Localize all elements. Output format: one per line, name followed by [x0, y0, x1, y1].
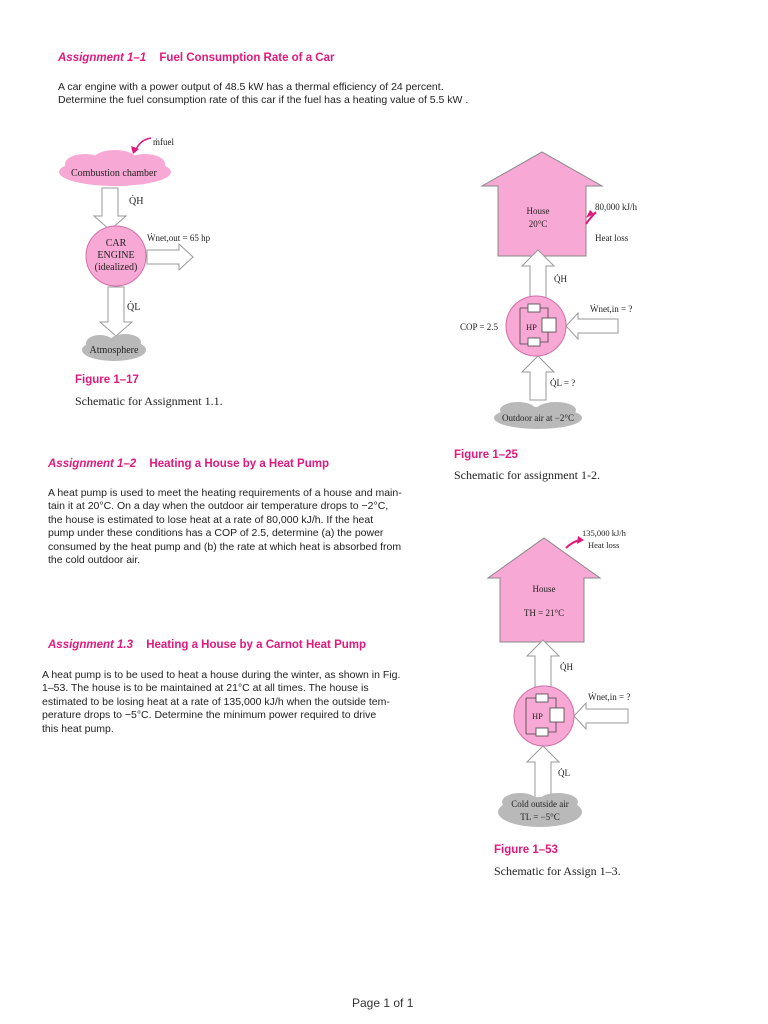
wnet-label: Ẇnet,out = 65 hp	[147, 233, 211, 243]
assignment-1-line-2: Determine the fuel consumption rate of this car if the fuel has a heating value of 5.5 kW .	[58, 94, 469, 107]
ql-arrow	[527, 746, 559, 798]
figure-17-number: Figure 1–17	[75, 374, 139, 386]
hp-label: HP	[526, 322, 537, 332]
qh-label: Q̇H	[554, 274, 567, 284]
assignment-2-number: Assignment 1–2	[48, 458, 137, 470]
assignment-2-text	[48, 487, 432, 567]
assignment-3-title: Heating a House by a Carnot Heat Pump	[146, 639, 367, 651]
heat-loss-label: Heat loss	[588, 540, 620, 550]
page-footer: Page 1 of 1	[352, 996, 414, 1010]
win-arrow	[574, 703, 628, 729]
qh-label: Q̇H	[560, 662, 573, 672]
ql-label: Q̇L	[127, 302, 141, 313]
win-label: Ẇnet,in = ?	[590, 304, 633, 314]
figure-17-diagram	[55, 130, 211, 370]
assignment-3-heading	[48, 639, 366, 651]
assignment-3-text	[42, 669, 430, 736]
assignment-1-line-1: A car engine with a power output of 48.5 kW has a thermal efficiency of 24 percent.	[58, 81, 444, 93]
house-temp: TH = 21°C	[523, 608, 565, 618]
ql-label: Q̇L	[558, 768, 570, 778]
qh-arrow	[522, 250, 554, 298]
qh-arrow	[527, 640, 559, 688]
engine-label-1: CAR	[105, 238, 127, 249]
assignment-3-line-1: A heat pump is to be used to heat a house during the winter, as shown in Fig.	[42, 669, 401, 681]
cold-air-label: Cold outside air	[511, 799, 569, 809]
figure-53-diagram	[480, 522, 650, 832]
wnet-arrow	[147, 244, 193, 270]
figure-17-caption: Schematic for Assignment 1.1.	[75, 394, 223, 408]
atmosphere-label: Atmosphere	[89, 345, 139, 356]
qh-arrow	[94, 188, 126, 230]
fuel-label: ṁfuel	[153, 137, 174, 147]
assignment-2-line-4: pump under these conditions has a COP of 2.5, determine (a) the power	[48, 527, 384, 540]
win-label: Ẇnet,in = ?	[588, 692, 631, 702]
assignment-2-line-5: consumed by the heat pump and (b) the rate at which heat is absorbed from	[48, 540, 402, 553]
engine-label-3: (idealized)	[94, 262, 138, 273]
heat-loss-rate: 80,000 kJ/h	[595, 202, 638, 212]
assignment-3-line-5: this heat pump.	[42, 722, 114, 735]
hp-component-right	[550, 708, 564, 722]
assignment-1-title: Fuel Consumption Rate of a Car	[159, 52, 335, 64]
ql-label: Q̇L = ?	[550, 378, 576, 388]
assignment-2-line-1: A heat pump is used to meet the heating requirements of a house and main-	[48, 487, 402, 499]
assignment-3-line-4: perature drops to −5°C. Determine the minimum power required to drive	[42, 709, 377, 722]
hp-component-top	[528, 304, 540, 312]
figure-53-number: Figure 1–53	[494, 844, 558, 856]
assignment-3-line-3: estimated to be losing heat at a rate of 135,000 kJ/h when the outside tem-	[42, 695, 390, 708]
hp-component-bottom	[528, 338, 540, 346]
assignment-3-line-2: 1–53. The house is to be maintained at 21°C at all times. The house is	[42, 682, 369, 695]
combustion-label: Combustion chamber	[71, 168, 157, 179]
house-temp: 20°C	[528, 219, 548, 229]
outdoor-label: Outdoor air at −2°C	[502, 413, 574, 423]
house-label: House	[526, 206, 550, 216]
hp-component-right	[542, 318, 556, 332]
cold-air-temp: TL = −5°C	[520, 812, 560, 822]
assignment-2-title: Heating a House by a Heat Pump	[149, 458, 329, 470]
figure-53-caption: Schematic for Assign 1–3.	[494, 864, 621, 878]
hp-component-bottom	[536, 728, 548, 736]
figure-25-caption: Schematic for assignment 1-2.	[454, 468, 600, 482]
engine-label-2: ENGINE	[97, 250, 135, 261]
assignment-2-heading	[48, 458, 329, 470]
house-label: House	[532, 584, 556, 594]
win-arrow	[566, 313, 618, 339]
assignment-3-number: Assignment 1.3	[48, 639, 133, 651]
figure-25-diagram	[460, 148, 650, 433]
assignment-1-number: Assignment 1–1	[58, 52, 147, 64]
qh-label: Q̇H	[129, 196, 144, 207]
hp-component-top	[536, 694, 548, 702]
heat-loss-label: Heat loss	[595, 233, 629, 243]
assignment-1-text	[58, 81, 536, 108]
hp-label: HP	[532, 711, 543, 721]
cop-label: COP = 2.5	[460, 322, 498, 332]
assignment-1-heading	[58, 52, 334, 64]
heat-loss-rate: 135,000 kJ/h	[582, 528, 626, 538]
house-shape	[482, 152, 602, 256]
assignment-2-line-2: tain it at 20°C. On a day when the outdoor air temperature drops to −2°C,	[48, 500, 389, 513]
assignment-2-line-3: the house is estimated to lose heat at a rate of 80,000 kJ/h. If the heat	[48, 513, 374, 526]
figure-25-number: Figure 1–25	[454, 449, 518, 461]
assignment-2-line-6: the cold outdoor air.	[48, 554, 141, 567]
